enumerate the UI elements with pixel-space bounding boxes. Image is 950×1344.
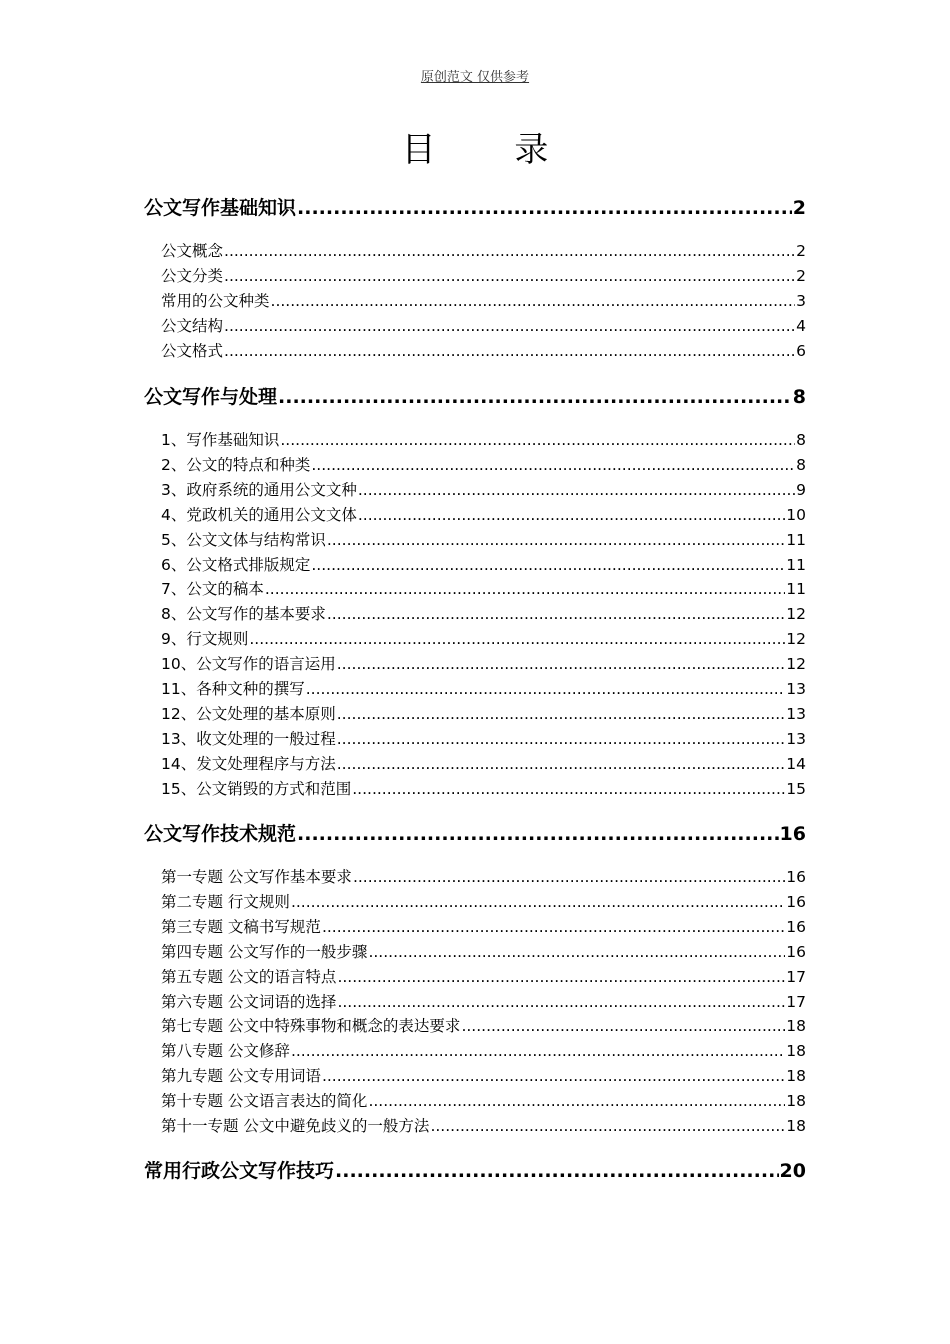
dot-leader bbox=[322, 917, 785, 937]
dot-leader bbox=[224, 241, 795, 261]
toc-entry[interactable] bbox=[161, 480, 806, 500]
toc-entry-title: 第四专题 公文写作的一般步骤 bbox=[161, 943, 368, 961]
toc-entry[interactable] bbox=[161, 341, 806, 361]
toc-entry[interactable] bbox=[161, 892, 806, 912]
toc-section-4-title: 常用行政公文写作技巧 bbox=[144, 1160, 335, 1182]
dot-leader bbox=[358, 480, 795, 500]
dot-leader bbox=[291, 892, 785, 912]
toc-entry-page: 16 bbox=[786, 918, 806, 936]
toc-entry[interactable] bbox=[161, 579, 806, 599]
dot-leader bbox=[352, 779, 785, 799]
toc-entry-page: 14 bbox=[786, 755, 806, 773]
toc-entry[interactable] bbox=[161, 1066, 806, 1086]
toc-entry[interactable] bbox=[161, 266, 806, 286]
toc-entry[interactable] bbox=[161, 241, 806, 261]
dot-leader bbox=[337, 754, 786, 774]
toc-entry-title: 9、行文规则 bbox=[161, 630, 249, 648]
dot-leader bbox=[337, 992, 785, 1012]
dot-leader bbox=[430, 1116, 785, 1136]
toc-entry[interactable] bbox=[161, 316, 806, 336]
toc-entry-title: 第十专题 公文语言表达的简化 bbox=[161, 1092, 368, 1110]
toc-entry-title: 公文概念 bbox=[161, 242, 224, 260]
toc-entry-page: 3 bbox=[796, 292, 806, 310]
page-title: 目 录 bbox=[401, 130, 583, 170]
toc-entry-title: 第六专题 公文词语的选择 bbox=[161, 993, 337, 1011]
toc-entry-title: 12、公文处理的基本原则 bbox=[161, 705, 336, 723]
toc-entry-page: 18 bbox=[786, 1017, 806, 1035]
toc-entry[interactable] bbox=[161, 604, 806, 624]
toc-entry[interactable] bbox=[161, 430, 806, 450]
toc-entry[interactable] bbox=[161, 1041, 806, 1061]
toc-entry-title: 3、政府系统的通用公文文种 bbox=[161, 481, 357, 499]
toc-section-4[interactable] bbox=[144, 1159, 806, 1183]
toc-entry[interactable] bbox=[161, 729, 806, 749]
toc-entry-page: 18 bbox=[786, 1092, 806, 1110]
toc-entry-page: 18 bbox=[786, 1067, 806, 1085]
dot-leader bbox=[297, 822, 779, 846]
dot-leader bbox=[306, 679, 786, 699]
toc-entry-title: 13、收文处理的一般过程 bbox=[161, 730, 336, 748]
toc-entry-page: 17 bbox=[786, 968, 806, 986]
toc-entry-title: 第七专题 公文中特殊事物和概念的表达要求 bbox=[161, 1017, 461, 1035]
toc-entry[interactable] bbox=[161, 1016, 806, 1036]
dot-leader bbox=[278, 385, 792, 409]
toc-entry[interactable] bbox=[161, 992, 806, 1012]
toc-entry-page: 6 bbox=[796, 342, 806, 360]
toc-entry-page: 17 bbox=[786, 993, 806, 1011]
toc-entry[interactable] bbox=[161, 455, 806, 475]
dot-leader bbox=[322, 1066, 785, 1086]
toc-entry-title: 15、公文销毁的方式和范围 bbox=[161, 780, 352, 798]
toc-entry-page: 11 bbox=[786, 580, 806, 598]
toc-entry[interactable] bbox=[161, 779, 806, 799]
toc-entry-page: 15 bbox=[786, 780, 806, 798]
toc-entry[interactable] bbox=[161, 867, 806, 887]
toc-entry[interactable] bbox=[161, 704, 806, 724]
toc-entry-page: 12 bbox=[786, 655, 806, 673]
toc-entry[interactable] bbox=[161, 555, 806, 575]
dot-leader bbox=[249, 629, 785, 649]
toc-entry-title: 8、公文写作的基本要求 bbox=[161, 605, 326, 623]
toc-entry-page: 2 bbox=[796, 242, 806, 260]
toc-entry-title: 第八专题 公文修辞 bbox=[161, 1042, 290, 1060]
dot-leader bbox=[358, 505, 785, 525]
dot-leader bbox=[337, 967, 785, 987]
toc-entry-page: 13 bbox=[786, 680, 806, 698]
dot-leader bbox=[224, 316, 795, 336]
dot-leader bbox=[224, 341, 795, 361]
dot-leader bbox=[368, 1091, 785, 1111]
toc-entry-title: 公文分类 bbox=[161, 267, 224, 285]
toc-entry[interactable] bbox=[161, 1116, 806, 1136]
toc-entry-page: 18 bbox=[786, 1042, 806, 1060]
dot-leader bbox=[224, 266, 795, 286]
toc-entry-title: 第五专题 公文的语言特点 bbox=[161, 968, 337, 986]
toc-entry[interactable] bbox=[161, 654, 806, 674]
dot-leader bbox=[265, 579, 785, 599]
toc-entry-page: 11 bbox=[786, 556, 806, 574]
toc-entry-page: 4 bbox=[796, 317, 806, 335]
toc-entry[interactable] bbox=[161, 942, 806, 962]
dot-leader bbox=[461, 1016, 785, 1036]
toc-section-3-title: 公文写作技术规范 bbox=[144, 823, 297, 845]
dot-leader bbox=[327, 604, 785, 624]
toc-entry-page: 8 bbox=[796, 456, 806, 474]
toc-entry-title: 2、公文的特点和种类 bbox=[161, 456, 311, 474]
dot-leader bbox=[327, 530, 785, 550]
dot-leader bbox=[311, 455, 795, 475]
toc-entry[interactable] bbox=[161, 629, 806, 649]
toc-entry[interactable] bbox=[161, 967, 806, 987]
toc-entry-title: 公文格式 bbox=[161, 342, 224, 360]
toc-entry-page: 8 bbox=[796, 431, 806, 449]
dot-leader bbox=[271, 291, 796, 311]
dot-leader bbox=[297, 196, 792, 220]
toc-entry-title: 7、公文的稿本 bbox=[161, 580, 264, 598]
toc-entry[interactable] bbox=[161, 505, 806, 525]
toc-entry-title: 1、写作基础知识 bbox=[161, 431, 280, 449]
dot-leader bbox=[280, 430, 795, 450]
toc-section-4-page: 20 bbox=[779, 1160, 806, 1182]
toc-entry-title: 14、发文处理程序与方法 bbox=[161, 755, 336, 773]
toc-entry-title: 第九专题 公文专用词语 bbox=[161, 1067, 321, 1085]
toc-entry-title: 常用的公文种类 bbox=[161, 292, 270, 310]
toc-entry[interactable] bbox=[161, 1091, 806, 1111]
toc-section-1-title: 公文写作基础知识 bbox=[144, 197, 297, 219]
toc-entry[interactable] bbox=[161, 917, 806, 937]
toc-entry[interactable] bbox=[161, 679, 806, 699]
toc-entry-page: 13 bbox=[786, 705, 806, 723]
toc-entry-page: 13 bbox=[786, 730, 806, 748]
toc-entry-page: 11 bbox=[786, 531, 806, 549]
toc-entry-title: 第一专题 公文写作基本要求 bbox=[161, 868, 352, 886]
page-header: 原创范文 仅供参考 bbox=[420, 70, 530, 85]
toc-entry-page: 2 bbox=[796, 267, 806, 285]
toc-section-3-page: 16 bbox=[779, 823, 806, 845]
toc-entry-page: 9 bbox=[796, 481, 806, 499]
toc-entry-title: 11、各种文种的撰写 bbox=[161, 680, 305, 698]
toc-entry-title: 第十一专题 公文中避免歧义的一般方法 bbox=[161, 1117, 430, 1135]
dot-leader bbox=[335, 1159, 779, 1183]
toc-entry-title: 第二专题 行文规则 bbox=[161, 893, 290, 911]
toc-entry-page: 16 bbox=[786, 868, 806, 886]
toc-entry-page: 18 bbox=[786, 1117, 806, 1135]
dot-leader bbox=[291, 1041, 785, 1061]
toc-entry[interactable] bbox=[161, 291, 806, 311]
toc-entry-page: 12 bbox=[786, 630, 806, 648]
toc-entry[interactable] bbox=[161, 530, 806, 550]
dot-leader bbox=[337, 654, 786, 674]
dot-leader bbox=[337, 729, 786, 749]
toc-entry-title: 公文结构 bbox=[161, 317, 224, 335]
toc-entry[interactable] bbox=[161, 754, 806, 774]
toc-section-2-page: 8 bbox=[792, 386, 806, 408]
toc-section-2-title: 公文写作与处理 bbox=[144, 386, 278, 408]
toc-section-3[interactable] bbox=[144, 822, 806, 846]
toc-entry-title: 4、党政机关的通用公文文体 bbox=[161, 506, 357, 524]
toc-entry-page: 12 bbox=[786, 605, 806, 623]
toc-entry-title: 6、公文格式排版规定 bbox=[161, 556, 311, 574]
toc-entry-page: 16 bbox=[786, 893, 806, 911]
dot-leader bbox=[368, 942, 785, 962]
toc-section-1[interactable] bbox=[144, 196, 806, 220]
dot-leader bbox=[337, 704, 786, 724]
toc-entry-title: 10、公文写作的语言运用 bbox=[161, 655, 336, 673]
toc-section-2[interactable] bbox=[144, 385, 806, 409]
toc-entry-page: 10 bbox=[786, 506, 806, 524]
toc-entry-title: 5、公文文体与结构常识 bbox=[161, 531, 326, 549]
dot-leader bbox=[353, 867, 785, 887]
dot-leader bbox=[311, 555, 785, 575]
toc-entry-title: 第三专题 文稿书写规范 bbox=[161, 918, 321, 936]
toc-entry-page: 16 bbox=[786, 943, 806, 961]
toc-section-1-page: 2 bbox=[792, 197, 806, 219]
